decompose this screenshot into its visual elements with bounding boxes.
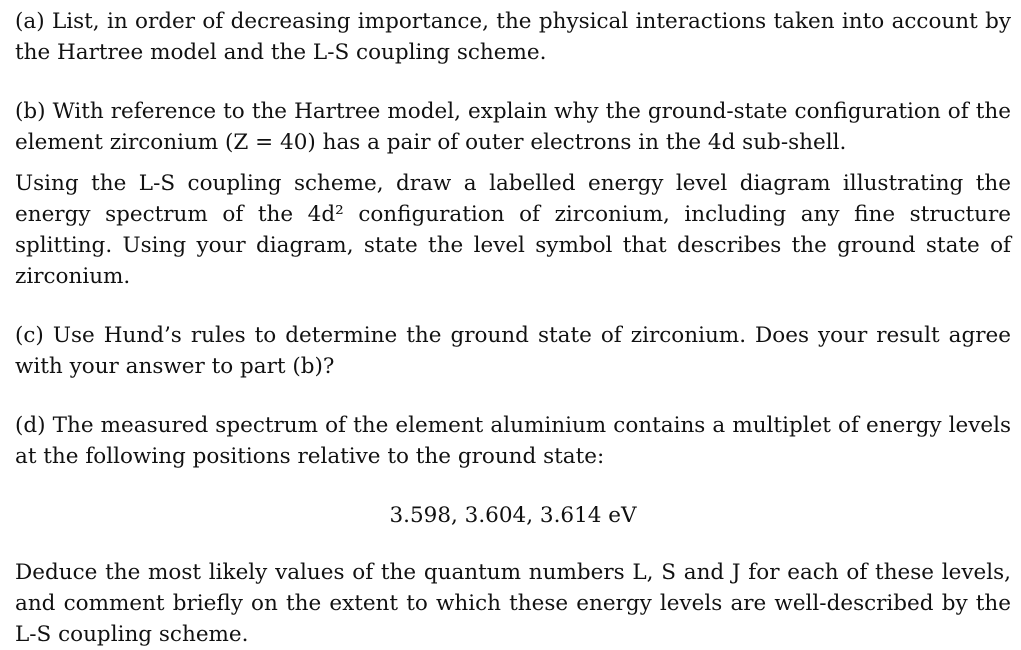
question-document	[15, 6, 1011, 650]
part-b-question: (b) With reference to the Hartree model, explain why the ground-state configuration of the element zirconium (Z = 40) has a pair of outer electrons in the 4d sub-shell.	[15, 99, 1011, 155]
part-a-text: (a) List, in order of decreasing importance, the physical interactions taken into account by the Hartree model and the L-S coupling scheme.	[15, 9, 1011, 65]
part-c-text: (c) Use Hund’s rules to determine the ground state of zirconium. Does your result agree with your answer to part (b)?	[15, 323, 1011, 379]
energy-values: 3.598, 3.604, 3.614 eV	[389, 503, 637, 528]
part-d-conclusion: Deduce the most likely values of the quantum numbers L, S and J for each of these levels, and comment briefly on the extent to which these energy levels are well-described by the L-S coupling scheme.	[15, 560, 1011, 647]
part-d-intro: (d) The measured spectrum of the element aluminium contains a multiplet of energy levels at the following positions relative to the ground state:	[15, 413, 1011, 469]
part-b-task: Using the L-S coupling scheme, draw a labelled energy level diagram illustrating the energy spectrum of the 4d² configuration of zirconium, including any fine structure splitting. Using your diagram, state the level symbol that describes the ground state of zirconium.	[15, 171, 1011, 289]
